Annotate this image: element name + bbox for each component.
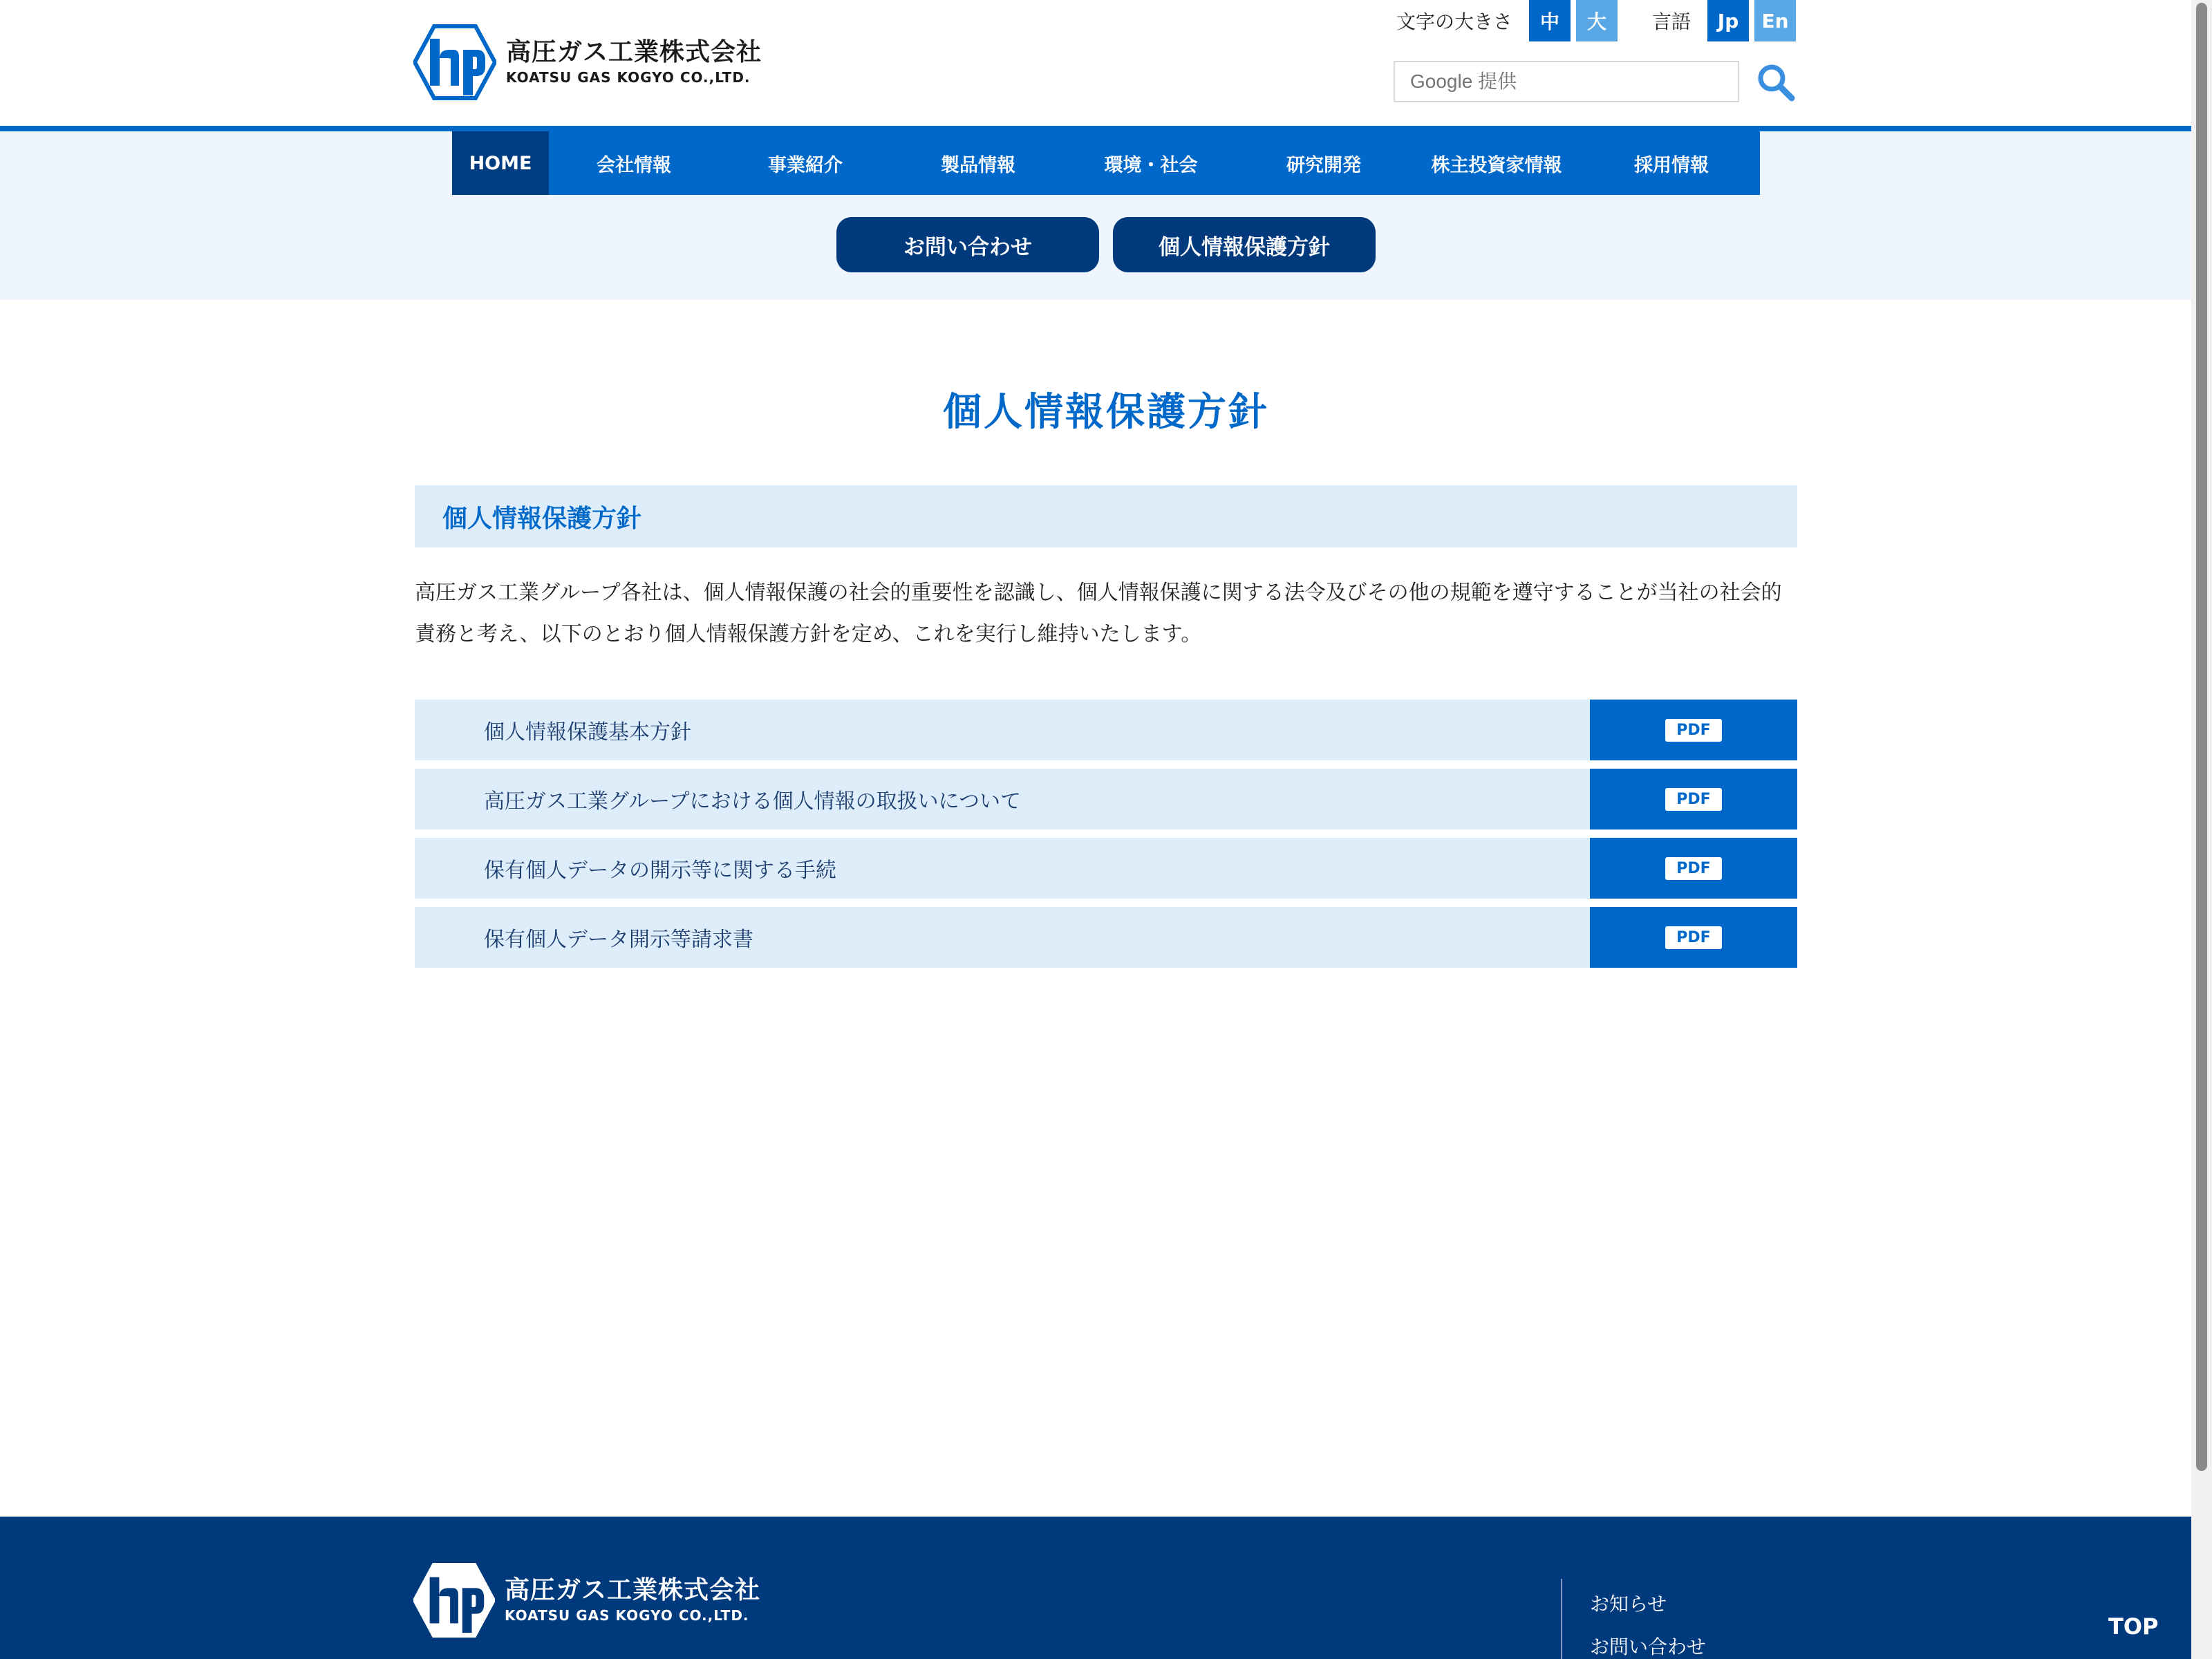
utility-bar [1396,0,1796,41]
font-size-medium-button[interactable]: 中 [1529,0,1571,41]
search-icon[interactable] [1756,62,1796,102]
document-name[interactable]: 高圧ガス工業グループにおける個人情報の取扱いについて [484,789,1021,814]
document-row[interactable] [415,769,1797,830]
pdf-link-button[interactable] [1590,907,1797,968]
nav-item-company[interactable]: 会社情報 [597,154,671,176]
document-row[interactable] [415,838,1797,899]
logo-english-name: KOATSU GAS KOGYO CO.,LTD. [506,69,751,86]
nav-item-recruit[interactable]: 採用情報 [1634,154,1709,176]
document-name[interactable]: 保有個人データの開示等に関する手続 [484,859,836,883]
intro-paragraph: 高圧ガス工業グループ各社は、個人情報保護の社会的重要性を認識し、個人情報保護に関する法令及びその他の規範を遵守することが当社の社会的責務と考え、以下のとおり個人情報保護方針を定め、これを実行し維持いたします。 [415,581,1782,646]
document-name[interactable]: 個人情報保護基本方針 [484,720,691,744]
nav-item-business[interactable]: 事業紹介 [768,154,843,176]
section-title: 個人情報保護方針 [442,504,642,533]
lang-en-button[interactable]: En [1754,0,1796,41]
nav-item-environment[interactable]: 環境・社会 [1104,154,1198,176]
document-name[interactable]: 保有個人データ開示等請求書 [484,928,753,952]
pdf-badge: PDF [1665,926,1721,949]
site-footer [0,1517,2212,1659]
pdf-badge: PDF [1665,857,1721,880]
footer-logo[interactable] [413,1562,760,1638]
scrollbar-thumb[interactable] [2196,3,2207,1471]
navigation-band [0,131,2212,300]
footer-logo-japanese-name: 高圧ガス工業株式会社 [505,1576,761,1604]
global-nav [452,131,1760,195]
pdf-badge: PDF [1665,788,1721,811]
nav-item-research[interactable]: 研究開発 [1286,154,1361,176]
hp-logo-icon [413,1562,495,1638]
logo-japanese-name: 高圧ガス工業株式会社 [506,38,762,66]
nav-item-home[interactable]: HOME [452,131,549,195]
document-row[interactable] [415,907,1797,968]
footer-divider [1561,1579,1562,1659]
privacy-policy-button[interactable]: 個人情報保護方針 [1113,217,1376,272]
document-row[interactable] [415,700,1797,760]
pdf-link-button[interactable] [1590,838,1797,899]
nav-item-investors[interactable]: 株主投資家情報 [1431,154,1562,176]
search-box [1394,61,1739,102]
pdf-link-button[interactable] [1590,700,1797,760]
footer-logo-english-name: KOATSU GAS KOGYO CO.,LTD. [505,1607,749,1624]
sub-buttons [0,217,2212,272]
font-size-label: 文字の大きさ [1396,10,1513,33]
footer-link-contact[interactable]: お問い合わせ [1590,1635,1707,1658]
font-size-large-button[interactable]: 大 [1576,0,1618,41]
header-divider [0,126,2212,131]
footer-link-news[interactable]: お知らせ [1590,1593,1667,1615]
page-title: 個人情報保護方針 [943,390,1269,435]
contact-button[interactable]: お問い合わせ [836,217,1099,272]
search-input[interactable] [1410,71,1738,93]
footer-links [1590,1583,1706,1659]
language-label: 言語 [1652,10,1691,33]
hp-logo-icon [413,24,496,101]
nav-item-products[interactable]: 製品情報 [941,154,1015,176]
site-header [0,0,2212,126]
back-to-top-button[interactable]: TOP [2108,1613,2159,1640]
pdf-badge: PDF [1665,719,1721,742]
company-logo[interactable] [413,24,762,101]
document-list [415,700,1797,976]
page-scrollbar[interactable] [2191,0,2212,1659]
pdf-link-button[interactable] [1590,769,1797,830]
section-heading-bar [415,485,1797,547]
lang-jp-button[interactable]: Jp [1707,0,1749,41]
